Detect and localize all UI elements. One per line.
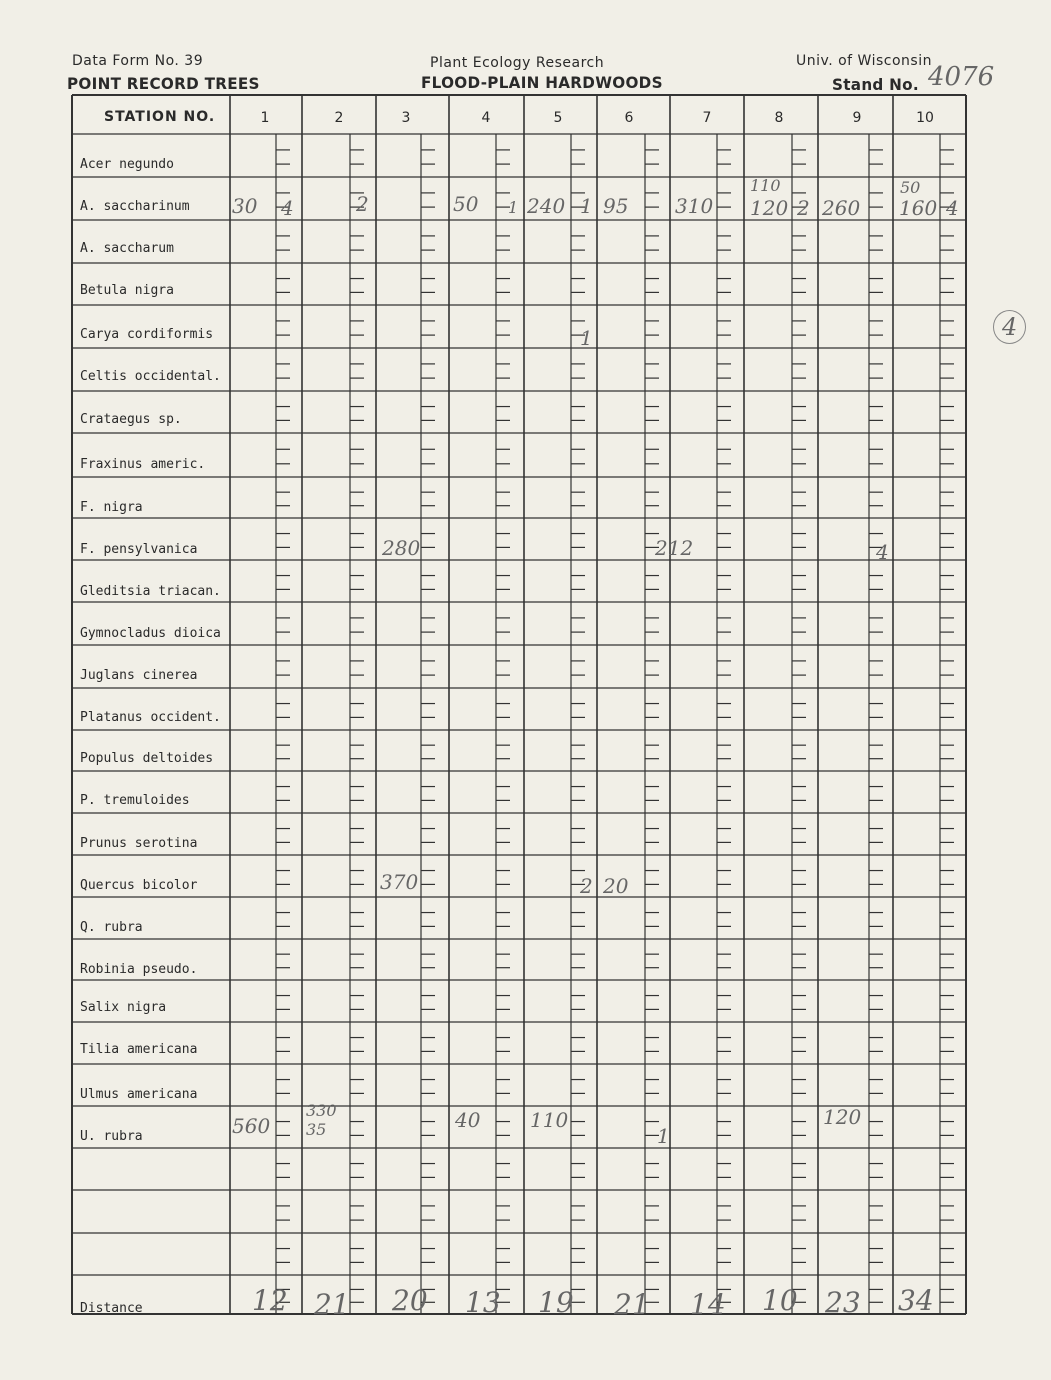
entry-saccharinum-s10-top: 50 bbox=[900, 178, 921, 197]
entry-pensylvanica-s7: 212 bbox=[655, 536, 694, 560]
entry-quercus-s3: 370 bbox=[380, 870, 419, 894]
distance-s4: 13 bbox=[465, 1286, 501, 1319]
distance-label: Distance bbox=[80, 1301, 143, 1316]
entry-saccharinum-s4: 50 bbox=[453, 192, 479, 216]
species-label: Populus deltoides bbox=[80, 751, 214, 766]
entry-saccharinum-s9: 260 bbox=[822, 196, 861, 220]
species-label: Betula nigra bbox=[80, 283, 174, 298]
entry-saccharinum-s10-count: 4 bbox=[946, 196, 959, 220]
species-label: F. pensylvanica bbox=[80, 542, 198, 557]
entry-quercus-s5-count: 2 bbox=[580, 874, 593, 898]
species-label: Salix nigra bbox=[80, 1000, 167, 1015]
forest-type-title: FLOOD-PLAIN HARDWOODS bbox=[421, 73, 663, 92]
species-label: Carya cordiformis bbox=[80, 327, 214, 342]
species-label: Prunus serotina bbox=[80, 836, 198, 851]
research-title: Plant Ecology Research bbox=[430, 55, 605, 71]
species-label: Juglans cinerea bbox=[80, 668, 198, 683]
species-label: Gymnocladus dioica bbox=[80, 626, 221, 641]
distance-s1: 12 bbox=[252, 1284, 288, 1317]
distance-s7: 14 bbox=[690, 1288, 726, 1321]
entry-saccharinum-s6: 95 bbox=[603, 194, 629, 218]
station-10: 10 bbox=[916, 110, 934, 126]
stand-number: 4076 bbox=[928, 62, 995, 92]
entry-urubra-s2: 35 bbox=[306, 1120, 327, 1139]
distance-s8: 10 bbox=[762, 1284, 798, 1317]
entry-saccharinum-s7: 310 bbox=[675, 194, 714, 218]
entry-urubra-s4: 40 bbox=[455, 1108, 481, 1132]
entry-saccharinum-s4-count: 1 bbox=[508, 198, 519, 217]
entry-carya-s5-count: 1 bbox=[580, 326, 593, 350]
station-3: 3 bbox=[401, 110, 411, 126]
station-8: 8 bbox=[774, 110, 784, 126]
station-7: 7 bbox=[702, 110, 712, 126]
species-label: Tilia americana bbox=[80, 1042, 198, 1057]
species-label: Fraxinus americ. bbox=[80, 457, 206, 472]
entry-saccharinum-s8-top: 110 bbox=[750, 176, 781, 195]
distance-s5: 19 bbox=[538, 1286, 574, 1319]
form-title: POINT RECORD TREES bbox=[67, 74, 260, 93]
species-label: Q. rubra bbox=[80, 920, 143, 935]
distance-s9: 23 bbox=[825, 1286, 861, 1319]
entry-quercus-s6: 20 bbox=[603, 874, 629, 898]
station-6: 6 bbox=[624, 110, 634, 126]
entry-urubra-s2-top: 330 bbox=[306, 1101, 337, 1120]
entry-saccharinum-s8: 120 bbox=[750, 196, 789, 220]
species-label: P. tremuloides bbox=[80, 793, 190, 808]
stand-label: Stand No. bbox=[832, 75, 919, 94]
station-5: 5 bbox=[553, 110, 563, 126]
species-label: Celtis occidental. bbox=[80, 369, 221, 384]
distance-s2: 21 bbox=[314, 1288, 350, 1321]
university-name: Univ. of Wisconsin bbox=[796, 53, 932, 69]
species-label: U. rubra bbox=[80, 1129, 143, 1144]
species-label: Ulmus americana bbox=[80, 1087, 198, 1102]
species-label: Robinia pseudo. bbox=[80, 962, 198, 977]
entry-saccharinum-s5: 240 bbox=[527, 194, 566, 218]
station-no-label: STATION NO. bbox=[104, 109, 216, 125]
station-2: 2 bbox=[334, 110, 344, 126]
species-label: Acer negundo bbox=[80, 157, 174, 172]
species-label: A. saccharum bbox=[80, 241, 174, 256]
distance-s3: 20 bbox=[392, 1284, 428, 1317]
species-label: A. saccharinum bbox=[80, 199, 190, 214]
species-label: Crataegus sp. bbox=[80, 412, 182, 427]
entry-pensylvanica-s3: 280 bbox=[382, 536, 421, 560]
entry-pensylvanica-s9-count: 4 bbox=[876, 540, 889, 564]
distance-s10: 34 bbox=[898, 1284, 934, 1317]
margin-circled-mark: 4 bbox=[993, 310, 1026, 344]
form-number: Data Form No. 39 bbox=[72, 53, 204, 69]
entry-urubra-s6-count: 1 bbox=[657, 1124, 670, 1148]
species-label: Quercus bicolor bbox=[80, 878, 198, 893]
entry-urubra-s5: 110 bbox=[530, 1108, 569, 1132]
distance-s6: 21 bbox=[614, 1288, 650, 1321]
species-label: Gleditsia triacan. bbox=[80, 584, 221, 599]
species-label: Platanus occident. bbox=[80, 710, 221, 725]
species-label: F. nigra bbox=[80, 500, 143, 515]
entry-saccharinum-s2-count: 2 bbox=[356, 192, 369, 216]
station-9: 9 bbox=[852, 110, 862, 126]
entry-saccharinum-s1: 30 bbox=[232, 194, 258, 218]
entry-saccharinum-s8-count: 2 bbox=[797, 196, 810, 220]
station-1: 1 bbox=[260, 110, 270, 126]
entry-saccharinum-s10: 160 bbox=[899, 196, 938, 220]
entry-saccharinum-s5-count: 1 bbox=[580, 194, 593, 218]
station-4: 4 bbox=[481, 110, 491, 126]
entry-urubra-s1: 560 bbox=[232, 1114, 271, 1138]
entry-urubra-s9: 120 bbox=[823, 1105, 862, 1129]
entry-saccharinum-s1-count: 4 bbox=[281, 196, 294, 220]
